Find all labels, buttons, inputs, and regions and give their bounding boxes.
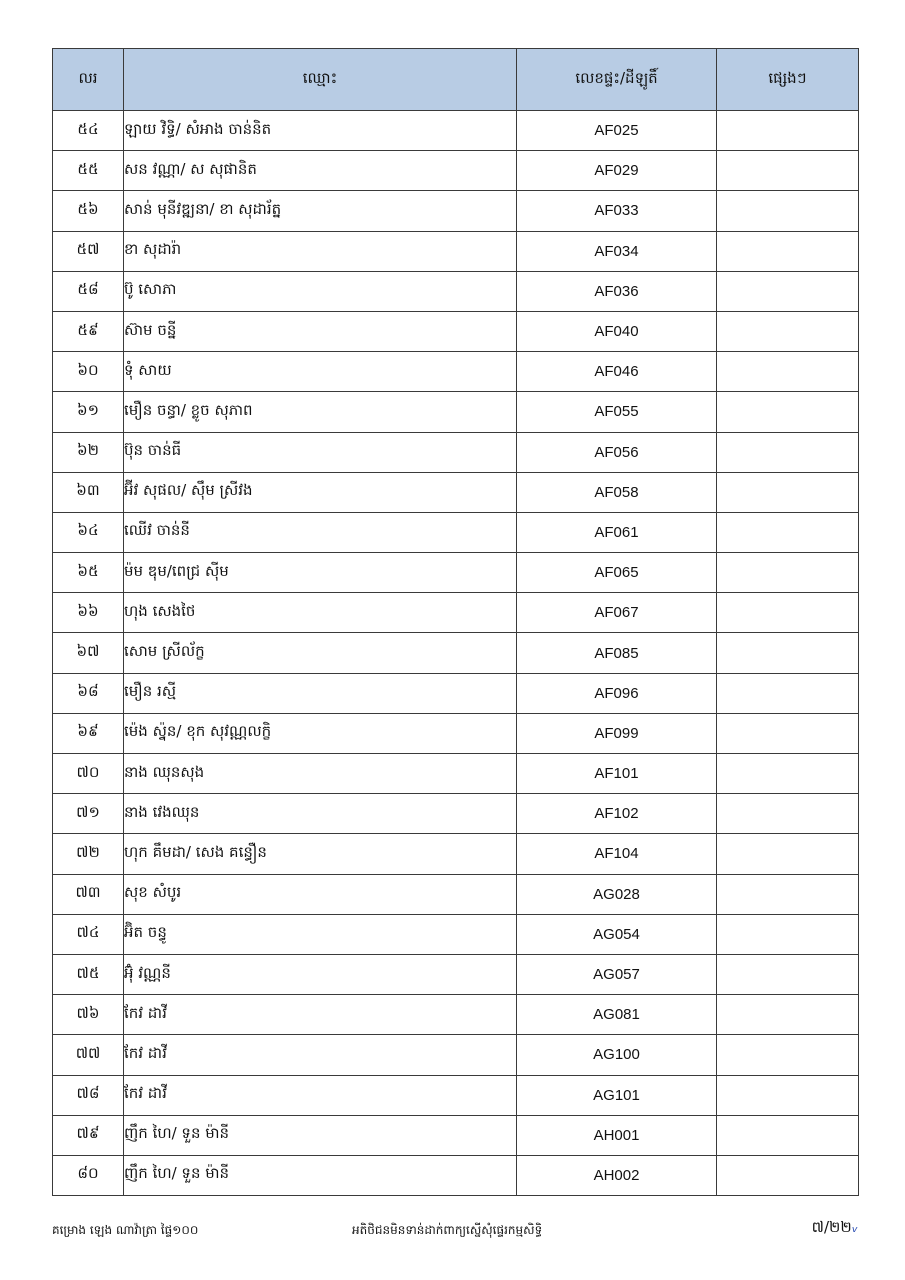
row-name: សោម ស្រីល័ក្ខ <box>124 633 517 673</box>
row-number: ៨០ <box>53 1155 124 1195</box>
table-row <box>53 311 859 351</box>
row-lot-code: AF096 <box>517 673 717 713</box>
row-other <box>717 311 859 351</box>
row-number: ៧៨ <box>53 1075 124 1115</box>
row-lot-code: AF040 <box>517 311 717 351</box>
row-name: អ៊ិត ចន្ធូ <box>124 914 517 954</box>
table-row <box>53 1075 859 1115</box>
footer-title: អតិថិជនមិនទាន់ដាក់ពាក្យស្នើសុំផ្ទេរកម្មសិទ្ធិ <box>352 1223 543 1237</box>
row-number: ៥៧ <box>53 231 124 271</box>
row-lot-code: AG057 <box>517 954 717 994</box>
table-row <box>53 794 859 834</box>
header-other: ផ្សេងៗ <box>717 49 859 111</box>
row-other <box>717 512 859 552</box>
table-row <box>53 673 859 713</box>
table-row <box>53 713 859 753</box>
handwritten-mark: ᵥ <box>851 1218 858 1236</box>
row-name: ម៉េង ស្វ៉ុន/ ខុក សុវណ្ណលក្ខិ <box>124 713 517 753</box>
row-other <box>717 1075 859 1115</box>
row-name: នាង វេងឈុន <box>124 794 517 834</box>
table-row <box>53 914 859 954</box>
row-number: ៧០ <box>53 754 124 794</box>
row-number: ៥៩ <box>53 311 124 351</box>
row-name: ហុង សេងថៃ <box>124 593 517 633</box>
row-name: មឿន រស្មី <box>124 673 517 713</box>
row-lot-code: AF067 <box>517 593 717 633</box>
row-other <box>717 432 859 472</box>
row-number: ៦៤ <box>53 512 124 552</box>
row-other <box>717 392 859 432</box>
row-other <box>717 633 859 673</box>
row-lot-code: AH001 <box>517 1115 717 1155</box>
row-number: ៥៥ <box>53 151 124 191</box>
table-row <box>53 1155 859 1195</box>
row-number: ៦៣ <box>53 472 124 512</box>
table-row <box>53 231 859 271</box>
table-row <box>53 512 859 552</box>
table-row <box>53 995 859 1035</box>
table-row <box>53 834 859 874</box>
row-name: ទុំ សាយ <box>124 352 517 392</box>
row-lot-code: AF104 <box>517 834 717 874</box>
row-name: នាង ឈុនសុង <box>124 754 517 794</box>
table-row <box>53 1115 859 1155</box>
row-other <box>717 794 859 834</box>
row-other <box>717 1115 859 1155</box>
row-number: ៧៧ <box>53 1035 124 1075</box>
row-other <box>717 1155 859 1195</box>
row-other <box>717 713 859 753</box>
row-number: ៧៥ <box>53 954 124 994</box>
row-other <box>717 231 859 271</box>
row-lot-code: AF061 <box>517 512 717 552</box>
row-name: ញឹក ហៃ/ ទួន ម៉ានី <box>124 1115 517 1155</box>
row-number: ៧៤ <box>53 914 124 954</box>
row-number: ៧៣ <box>53 874 124 914</box>
row-name: ស៊ាម ចន្នី <box>124 311 517 351</box>
row-lot-code: AG028 <box>517 874 717 914</box>
row-name: កែវ ដាវី <box>124 995 517 1035</box>
row-lot-code: AF058 <box>517 472 717 512</box>
row-name: ប៊ូ សោភា <box>124 271 517 311</box>
row-other <box>717 593 859 633</box>
table-row <box>53 352 859 392</box>
row-other <box>717 834 859 874</box>
row-other <box>717 111 859 151</box>
row-name: សន វណ្ណា/ ស សុផានិត <box>124 151 517 191</box>
row-other <box>717 914 859 954</box>
header-lot: លេខផ្ទះ/ដីឡូតិ៍ <box>517 49 717 111</box>
table-row <box>53 191 859 231</box>
row-name: កែវ ដាវី <box>124 1035 517 1075</box>
row-name: កែវ ដាវី <box>124 1075 517 1115</box>
row-number: ៧៦ <box>53 995 124 1035</box>
row-name: ខា សុដារ៉ា <box>124 231 517 271</box>
row-lot-code: AF036 <box>517 271 717 311</box>
row-other <box>717 553 859 593</box>
table-row <box>53 553 859 593</box>
row-name: ញឹក ហៃ/ ទួន ម៉ានី <box>124 1155 517 1195</box>
row-number: ៥៨ <box>53 271 124 311</box>
row-number: ៦២ <box>53 432 124 472</box>
row-lot-code: AF055 <box>517 392 717 432</box>
page-footer <box>52 1218 858 1242</box>
row-lot-code: AH002 <box>517 1155 717 1195</box>
row-number: ៦១ <box>53 392 124 432</box>
table-row <box>53 593 859 633</box>
row-lot-code: AF085 <box>517 633 717 673</box>
table-row <box>53 954 859 994</box>
row-other <box>717 352 859 392</box>
row-name: ហុក គឹមដា/ សេង គន្ធឿន <box>124 834 517 874</box>
row-number: ៧៩ <box>53 1115 124 1155</box>
row-number: ៦៥ <box>53 553 124 593</box>
row-lot-code: AG101 <box>517 1075 717 1115</box>
row-lot-code: AF102 <box>517 794 717 834</box>
row-lot-code: AF056 <box>517 432 717 472</box>
table-row <box>53 111 859 151</box>
row-name: អ៊ុំ វណ្ណនី <box>124 954 517 994</box>
table-row <box>53 874 859 914</box>
row-lot-code: AG054 <box>517 914 717 954</box>
row-number: ៦៧ <box>53 633 124 673</box>
table-row <box>53 271 859 311</box>
owners-table <box>52 48 859 1196</box>
row-number: ៦៩ <box>53 713 124 753</box>
row-name: សុខ សំបូរ <box>124 874 517 914</box>
row-other <box>717 874 859 914</box>
row-number: ៧១ <box>53 794 124 834</box>
row-lot-code: AF029 <box>517 151 717 191</box>
row-other <box>717 954 859 994</box>
row-name: ម៉ម ឌុម/ពេជ្រ ស៊ីម <box>124 553 517 593</box>
table-row <box>53 392 859 432</box>
row-lot-code: AG081 <box>517 995 717 1035</box>
table-row <box>53 151 859 191</box>
page-number <box>812 1218 858 1240</box>
row-other <box>717 191 859 231</box>
table-row <box>53 754 859 794</box>
table-row <box>53 633 859 673</box>
row-other <box>717 1035 859 1075</box>
row-other <box>717 754 859 794</box>
row-lot-code: AF025 <box>517 111 717 151</box>
row-number: ៧២ <box>53 834 124 874</box>
row-lot-code: AG100 <box>517 1035 717 1075</box>
row-lot-code: AF065 <box>517 553 717 593</box>
table-row <box>53 472 859 512</box>
table-row <box>53 1035 859 1075</box>
row-name: សាន់ មុនីវឌ្ឍនា/ ខា សុដារ័ត្ន <box>124 191 517 231</box>
row-lot-code: AF034 <box>517 231 717 271</box>
row-lot-code: AF046 <box>517 352 717 392</box>
table-row <box>53 432 859 472</box>
row-other <box>717 995 859 1035</box>
row-other <box>717 472 859 512</box>
row-name: ប៊ុន ចាន់ធី <box>124 432 517 472</box>
row-number: ៥៤ <box>53 111 124 151</box>
row-number: ៦៦ <box>53 593 124 633</box>
table-header-row <box>53 49 859 111</box>
row-number: ៦៨ <box>53 673 124 713</box>
row-name: មឿន ចន្ធា/ ខ្លូច សុភាព <box>124 392 517 432</box>
footer-project: គម្រោង ឡេង ណាវ៉ាត្រា ផ្ទៃ១០០ <box>52 1223 199 1237</box>
row-name: អ៊ីវ សុផល/ ស៊ឹម ស្រីវង <box>124 472 517 512</box>
row-other <box>717 271 859 311</box>
row-name: ឡាយ វិទ្ធិ/ សំអាង ចាន់និត <box>124 111 517 151</box>
page-number-text: ៧/២២ <box>811 1218 852 1236</box>
row-lot-code: AF099 <box>517 713 717 753</box>
row-lot-code: AF101 <box>517 754 717 794</box>
row-other <box>717 673 859 713</box>
row-number: ៥៦ <box>53 191 124 231</box>
row-name: ឈើវ ចាន់នី <box>124 512 517 552</box>
row-other <box>717 151 859 191</box>
row-number: ៦០ <box>53 352 124 392</box>
header-name: ឈ្មោះ <box>124 49 517 111</box>
row-lot-code: AF033 <box>517 191 717 231</box>
header-number: លរ <box>53 49 124 111</box>
